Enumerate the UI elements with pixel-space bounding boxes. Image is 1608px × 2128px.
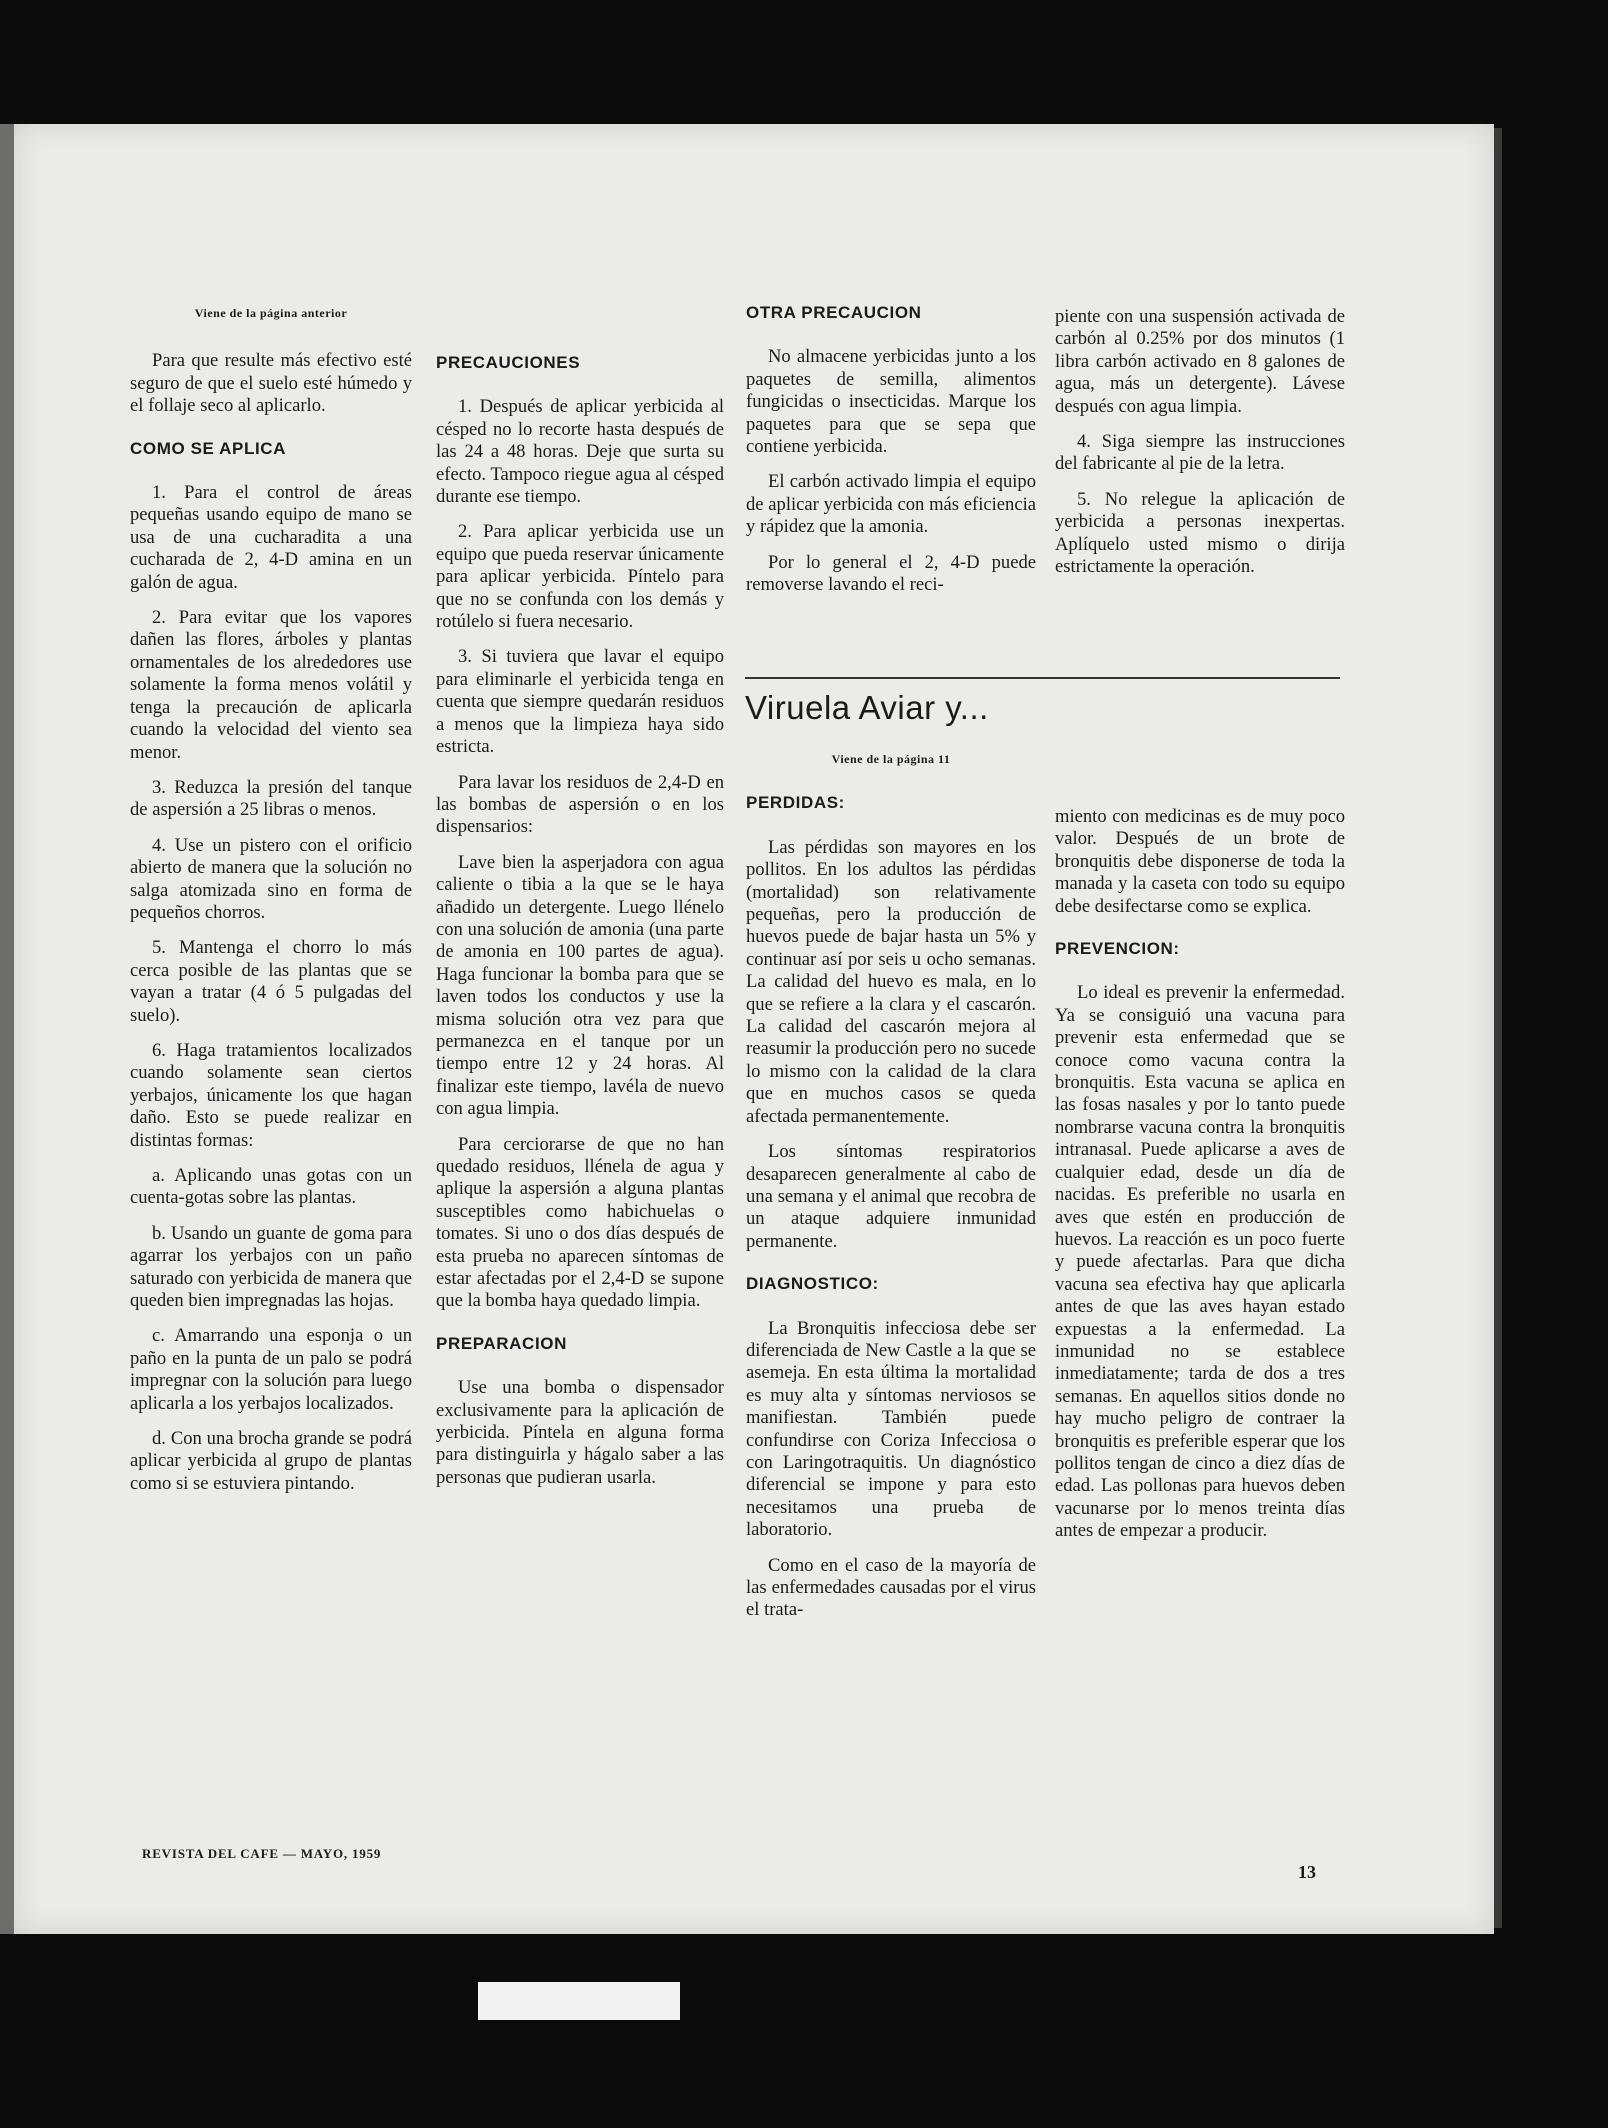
column-3-top (746, 302, 1036, 609)
paragraph: Las pérdidas son mayores en los pollitos. En los adultos las pérdidas (mortalidad) son relativamente pequeñas, pero la producción de huevos puede de bajar hasta un 5% y continuar así por seis u ocho semanas. La calidad del huevo es mala, en lo que se refiere a la clara y el cascarón. La calidad del cascarón mejora al reasumir la producción pero no sucede lo mismo con la calidad de la clara que en muchos casos se queda afectada permanentemente. (746, 836, 1036, 1127)
paragraph: 5. Mantenga el chorro lo más cerca posible de las plantas que se vayan a tratar (4 ó 5 pulgadas del suelo). (130, 937, 412, 1026)
paragraph: 4. Siga siempre las instrucciones del fabricante al pie de la letra. (1055, 431, 1345, 475)
continued-from-kicker: Viene de la página anterior (194, 306, 348, 320)
column-3-bottom (746, 748, 1036, 1635)
heading-perdidas: PERDIDAS: (746, 793, 845, 813)
paragraph: La Bronquitis infecciosa debe ser diferenciada de New Castle a la que se asemeja. En esta última la mortalidad es muy alta y síntomas nerviosos se manifiestan. También puede confundirse con Coriza Infecciosa o con Laringotraquitis. Un diagnóstico diferencial se impone y para esto necesitamos una prueba de laboratorio. (746, 1317, 1036, 1541)
scan-label-patch (478, 1982, 680, 2020)
footer-publication: REVISTA DEL CAFE — MAYO, 1959 (142, 1846, 382, 1861)
paragraph: 3. Si tuviera que lavar el equipo para eliminarle el yerbicida tenga en cuenta que siempre quedarán residuos a menos que la limpieza haya sido estricta. (436, 646, 724, 758)
paragraph: Por lo general el 2, 4-D puede removerse lavando el reci- (746, 551, 1036, 596)
paragraph: Los síntomas respiratorios desaparecen generalmente al cabo de una semana y el animal que recobra de un ataque adquiere inmunidad permanente. (746, 1141, 1036, 1252)
continued-from-kicker: Viene de la página 11 (831, 752, 951, 766)
paragraph: Lo ideal es prevenir la enfermedad. Ya se consiguió una vacuna para prevenir esta enfermedad que se conoce como vacuna contra la bronquitis. Esta vacuna se aplica en las fosas nasales y por lo tanto puede nombrarse vacuna contra la bronquitis intranasal. Puede aplicarse a aves de cualquier edad, desde un día de nacidas. Es preferible no usarla en aves que estén en producción de huevos. La reacción es un poco fuerte y puede afectarlas. Para que dicha vacuna sea efectiva hay que aplicarla antes de que las aves hayan estado expuestas a la enfermedad. La inmunidad no se establece inmediatamente; tarda de dos a tres semanas. En aquellos sitios donde no hay mucho peligro de contraer la bronquitis es preferible esperar que los pollitos tengan de cinco a diez días de edad. Las pollonas para huevos deben vacunarse por lo menos treinta días antes de empezar a producir. (1055, 982, 1345, 1542)
paragraph: Para cerciorarse de que no han quedado residuos, llénela de agua y aplique la aspersión a alguna plantas susceptibles como habichuelas o tomates. Si uno o dos días después de esta prueba no aparecen síntomas de estar afectadas por el 2,4-D se supone que la bomba haya quedado limpia. (436, 1133, 724, 1312)
paragraph: El carbón activado limpia el equipo de aplicar yerbicida con más eficiencia y rápidez que la amonia. (746, 471, 1036, 538)
scan-right-edge (1494, 128, 1502, 1928)
column-1 (130, 302, 412, 1508)
section-divider (745, 677, 1340, 679)
paragraph: d. Con una brocha grande se podrá aplicar yerbicida al grupo de plantas como si se estuviera pintando. (130, 1428, 412, 1494)
paragraph: 5. No relegue la aplicación de yerbicida a personas inexpertas. Aplíquelo usted mismo o dirija estrictamente la operación. (1055, 488, 1345, 578)
paragraph: Como en el caso de la mayoría de las enfermedades causadas por el virus el trata- (746, 1554, 1036, 1621)
heading-prevencion: PREVENCION: (1055, 939, 1180, 959)
paragraph: 4. Use un pistero con el orificio abierto de manera que la solución no salga atomizada sino en forma de pequeños chorros. (130, 834, 412, 923)
paragraph: Para lavar los residuos de 2,4-D en las bombas de aspersión o en los dispensarios: (436, 771, 724, 838)
paragraph: c. Amarrando una esponja o un paño en la punta de un palo se podrá impregnar con la solución para luego aplicarla a los yerbajos localizados. (130, 1325, 412, 1414)
paragraph: 2. Para aplicar yerbicida use un equipo que pueda reservar únicamente para aplicar yerbicida. Píntelo para que no se confunda con los demás y rotúlelo si fuera necesario. (436, 521, 724, 633)
column-4-bottom (1055, 806, 1345, 1556)
column-2 (436, 352, 724, 1502)
column-4-top (1055, 306, 1345, 591)
heading-como-se-aplica: COMO SE APLICA (130, 438, 287, 458)
heading-diagnostico: DIAGNOSTICO: (746, 1274, 879, 1294)
heading-precauciones: PRECAUCIONES (436, 353, 581, 372)
paragraph: 1. Después de aplicar yerbicida al césped no lo recorte hasta después de las 24 a 48 horas. Deje que surta su efecto. Tampoco riegue agua al césped durante ese tiempo. (436, 396, 724, 508)
paragraph: 1. Para el control de áreas pequeñas usando equipo de mano se usa de una cucharadita a una cucharada de 2, 4-D amina en un galón de agua. (130, 482, 412, 593)
paragraph: piente con una suspensión activada de carbón al 0.25% por dos minutos (1 libra carbón activado en 8 galones de agua, más un detergente). Lávese después con agua limpia. (1055, 306, 1345, 417)
paragraph: b. Usando un guante de goma para agarrar los yerbajos con un paño saturado con yerbicida de manera que queden bien impregnadas las hojas. (130, 1222, 412, 1312)
paragraph: miento con medicinas es de muy poco valor. Después de un brote de bronquitis debe disponerse de toda la manada y la caseta con todo su equipo debe desifectarse como se explica. (1055, 806, 1345, 917)
page-number: 13 (1298, 1862, 1316, 1882)
paragraph: Use una bomba o dispensador exclusivamente para la aplicación de yerbicida. Píntela en alguna forma para distinguirla y hágalo saber a las personas que pudieran usarla. (436, 1377, 724, 1488)
scan-left-edge (0, 124, 14, 1934)
paragraph: a. Aplicando unas gotas con un cuenta-gotas sobre las plantas. (130, 1165, 412, 1209)
paragraph: 3. Reduzca la presión del tanque de aspersión a 25 libras o menos. (130, 776, 412, 821)
heading-otra-precaucion: OTRA PRECAUCION (746, 303, 922, 322)
paragraph: Lave bien la asperjadora con agua caliente o tibia a la que se le haya añadido un detergente. Luego llénelo con una solución de amonia (una parte de amonia en 100 partes de agua). Haga funcionar la bomba para que se laven todos los conductos y use la misma solución otra vez para que permanezca en el tanque por un tiempo entre 12 y 24 horas. Al finalizar este tiempo, lavéla de nuevo con agua limpia. (436, 851, 724, 1120)
paragraph: 2. Para evitar que los vapores dañen las flores, árboles y plantas ornamentales de los alrededores use solamente la forma menos volátil y tenga la precaución de aplicarla cuando la velocidad del viento sea menor. (130, 607, 412, 763)
paragraph: 6. Haga tratamientos localizados cuando solamente sean ciertos yerbajos, únicamente los que hagan daño. Esto se puede realizar en distintas formas: (130, 1039, 412, 1151)
intro-paragraph: Para que resulte más efectivo esté seguro de que el suelo esté húmedo y el follaje seco al aplicarlo. (130, 350, 412, 417)
article-headline: Viruela Aviar y... (745, 689, 989, 726)
paragraph: No almacene yerbicidas junto a los paquetes de semilla, alimentos fungicidas o insecticidas. Marque los paquetes para que se sepa que contiene yerbicida. (746, 346, 1036, 458)
heading-preparacion: PREPARACION (436, 1333, 567, 1353)
